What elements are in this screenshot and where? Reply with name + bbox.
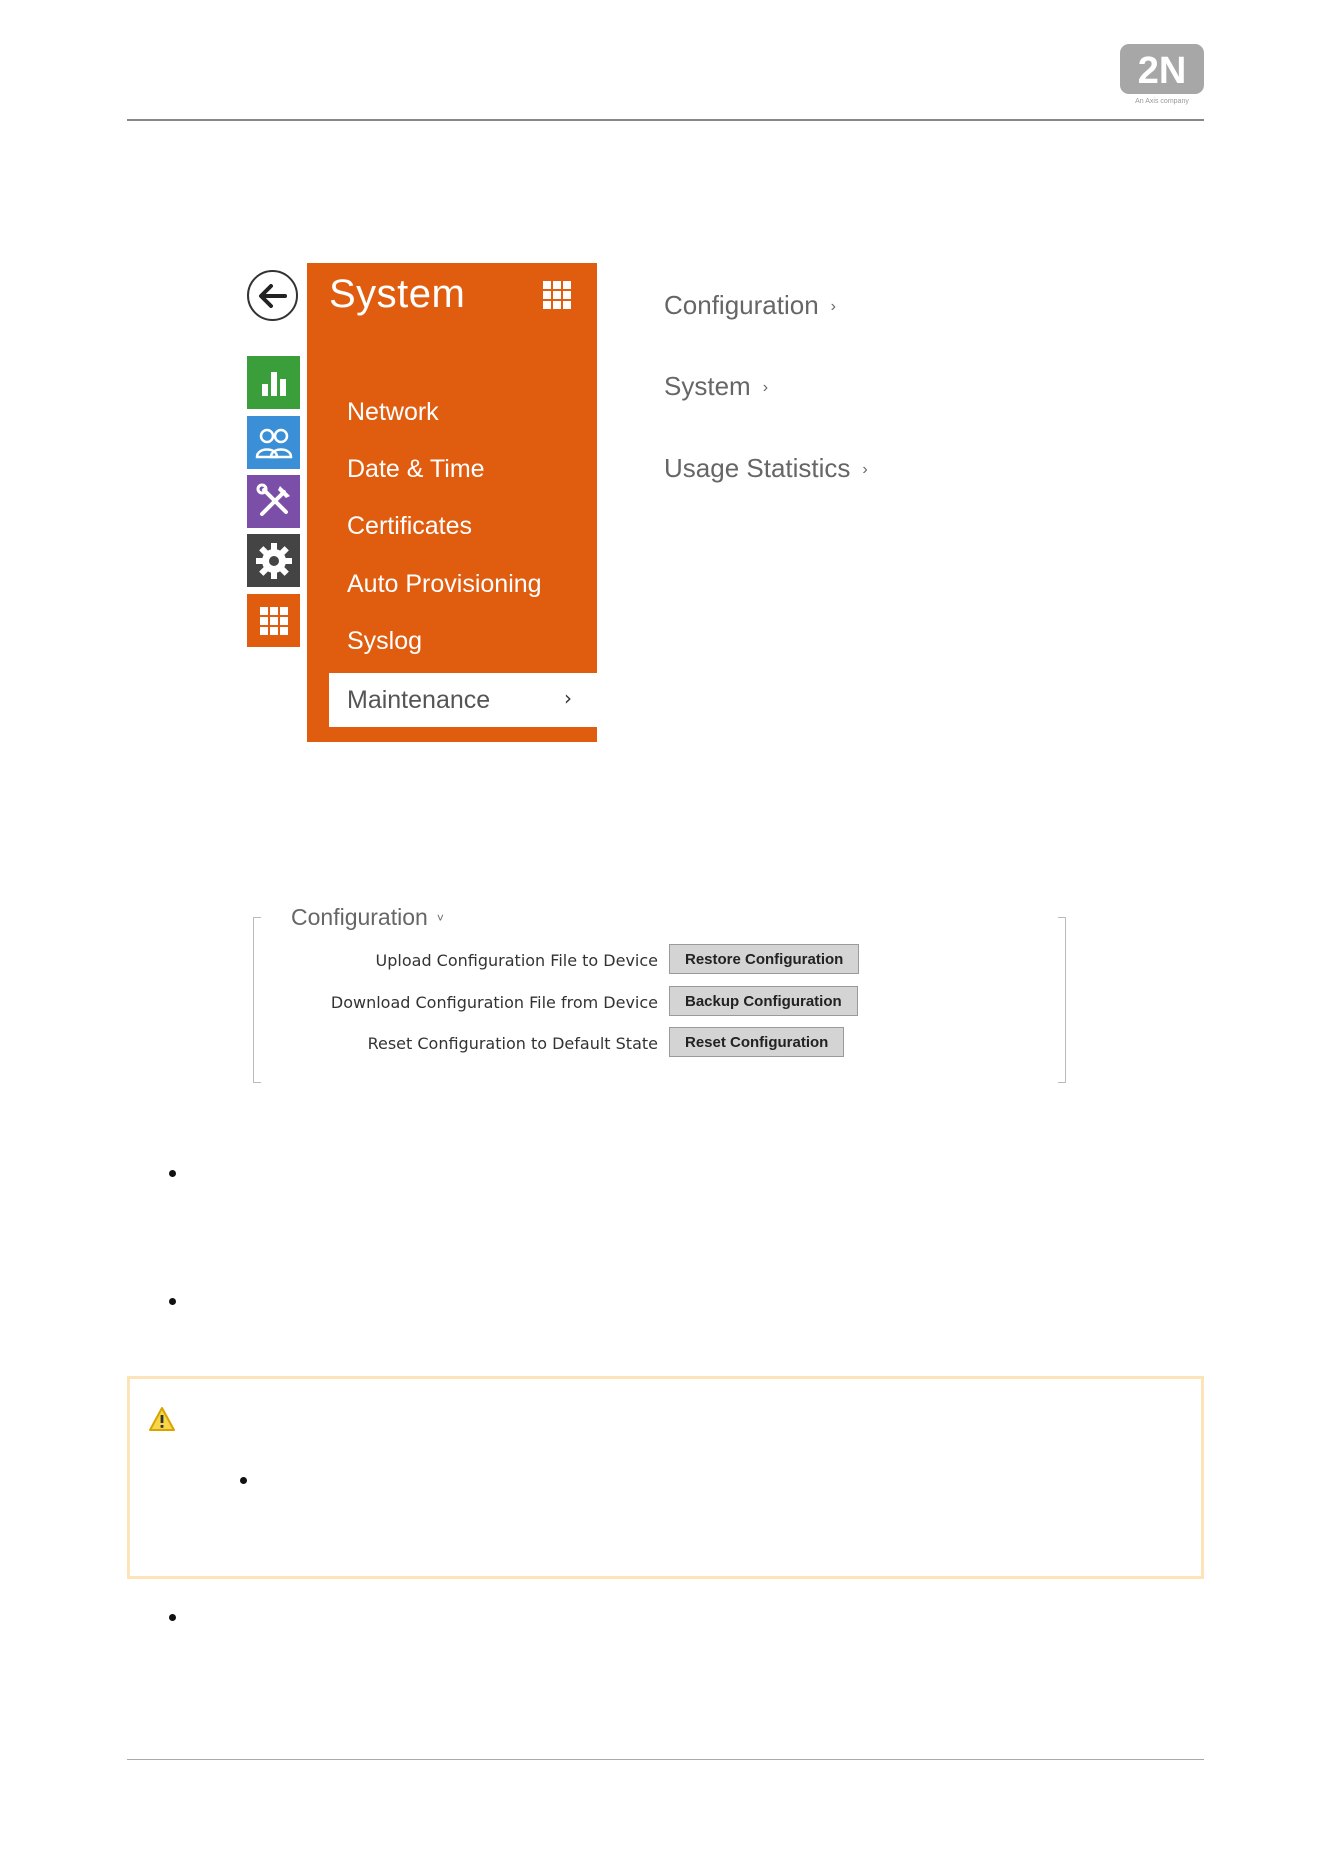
system-menu-panel: [307, 263, 597, 742]
link-usage-statistics[interactable]: [664, 453, 868, 484]
config-title-label: Configuration: [291, 904, 428, 930]
restore-configuration-button[interactable]: Restore Configuration: [669, 944, 859, 974]
backup-configuration-button[interactable]: Backup Configuration: [669, 986, 858, 1016]
logo-tagline: An Axis company: [1135, 98, 1189, 105]
config-frame-right: [1058, 917, 1066, 1083]
chevron-right-icon: ›: [762, 379, 769, 396]
list-bullet: [169, 1170, 176, 1177]
warning-box: [127, 1376, 1204, 1579]
hardware-tile[interactable]: [247, 475, 300, 528]
link-configuration[interactable]: [664, 290, 836, 321]
2n-logo: [1120, 44, 1204, 96]
config-frame-left: [253, 917, 261, 1083]
link-usage-statistics-label: Usage Statistics: [664, 453, 851, 483]
chevron-right-icon: ›: [830, 298, 836, 315]
back-button[interactable]: [247, 270, 298, 321]
status-chart-icon: [258, 367, 290, 399]
menu-item-maintenance-label: Maintenance: [347, 686, 491, 714]
system-grid-icon: [259, 606, 289, 636]
directory-users-icon: [254, 425, 294, 461]
menu-item-certificates[interactable]: Certificates: [347, 512, 473, 540]
menu-item-syslog[interactable]: Syslog: [347, 627, 423, 655]
services-tile[interactable]: [247, 534, 300, 587]
link-system-label: System: [664, 371, 751, 401]
reset-config-label: Reset Configuration to Default State: [367, 1034, 658, 1053]
link-configuration-label: Configuration: [664, 290, 819, 320]
system-tile[interactable]: [247, 594, 300, 647]
footer-divider: [127, 1759, 1204, 1760]
warning-triangle-icon: [148, 1406, 176, 1432]
hardware-tools-icon: [254, 482, 294, 522]
grid-icon[interactable]: [543, 281, 571, 309]
menu-item-date-time[interactable]: Date & Time: [347, 455, 485, 483]
header-divider: [127, 119, 1204, 121]
list-bullet: [240, 1477, 247, 1484]
back-arrow-icon: [258, 284, 288, 308]
list-bullet: [169, 1614, 176, 1621]
list-bullet: [169, 1298, 176, 1305]
chevron-down-icon: ˅: [436, 911, 444, 925]
status-tile[interactable]: [247, 356, 300, 409]
download-config-label: Download Configuration File from Device: [330, 993, 658, 1012]
directory-tile[interactable]: [247, 416, 300, 469]
reset-configuration-button[interactable]: Reset Configuration: [669, 1027, 844, 1057]
menu-item-network[interactable]: Network: [347, 398, 439, 426]
services-gear-icon: [254, 541, 294, 581]
logo-text: 2N: [1137, 50, 1187, 92]
panel-title: System: [329, 272, 466, 316]
link-system[interactable]: [664, 371, 768, 402]
config-section-title[interactable]: [291, 904, 444, 931]
menu-item-auto-provisioning[interactable]: Auto Provisioning: [347, 570, 542, 598]
upload-config-label: Upload Configuration File to Device: [375, 951, 658, 970]
chevron-right-icon: ›: [862, 461, 868, 478]
chevron-right-icon: ›: [564, 686, 572, 710]
